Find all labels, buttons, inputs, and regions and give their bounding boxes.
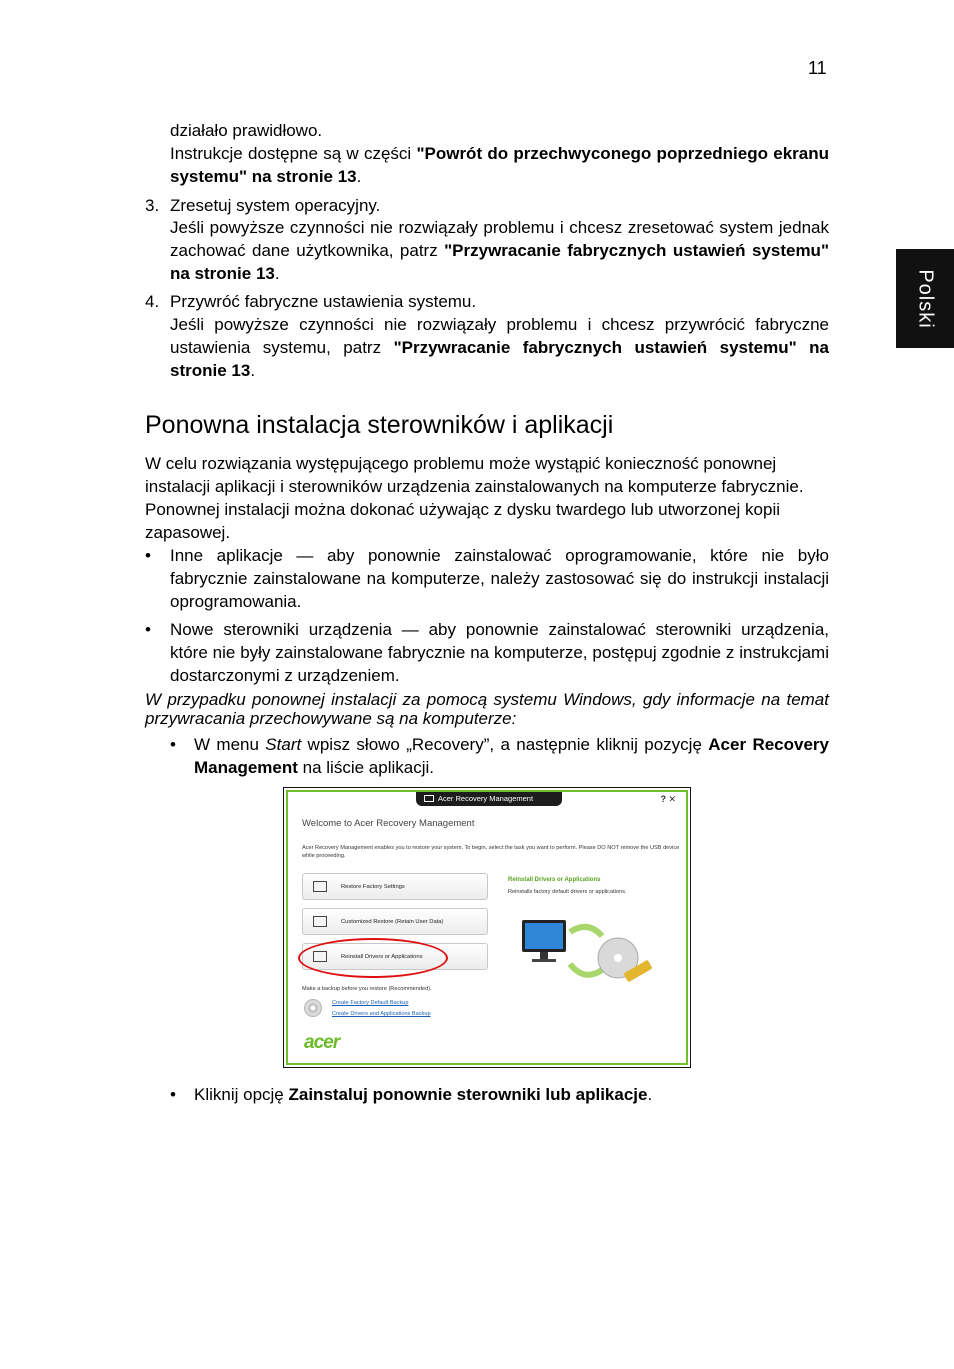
bullet-glyph: •	[145, 546, 151, 565]
step4-text: Jeśli powyższe czynności nie rozwiązały problemu i chcesz przywrócić fabryczne ustawienia systemu, patrz "Przywracanie fabrycznych ustawień systemu" na stronie 13.	[170, 315, 830, 380]
section-heading: Ponowna instalacja sterowników i aplikacji	[145, 411, 614, 439]
acer-recovery-management-name: Acer Recovery Management	[194, 735, 829, 777]
create-drivers-backup-link[interactable]: Create Drivers and Applications Backup	[332, 1011, 431, 1017]
bullet-other-apps: Inne aplikacje — aby ponownie zainstalować oprogramowanie, które nie było fabrycznie zainstalowane na komputerze, należy zastosować się do instrukcji instalacji oprogramowania.	[170, 546, 829, 611]
step2-reference: Instrukcje dostępne są w części "Powrót do przechwyconego poprzedniego ekranu systemu" na stronie 13.	[170, 144, 829, 186]
step4-reference-link: "Przywracanie fabrycznych ustawień systemu" na stronie 13	[170, 338, 830, 380]
window-controls[interactable]: ? ✕	[660, 794, 676, 804]
acer-logo: acer	[304, 1032, 340, 1053]
step3-reference-link: "Przywracanie fabrycznych ustawień systemu" na stronie 13	[170, 241, 830, 283]
welcome-intro: Acer Recovery Management enables you to restore your system. To begin, select the task you want to perform. Please DO NOT remove the USB device while proceeding.	[302, 845, 680, 859]
selected-option-description: Reinstalls factory default drivers or applications.	[508, 889, 627, 895]
window-titlebar	[288, 792, 686, 808]
recovery-screenshot	[283, 787, 691, 1068]
step3-text: Jeśli powyższe czynności nie rozwiązały problemu i chcesz zresetować system jednak zachować dane użytkownika, patrz "Przywracanie fabrycznych ustawień systemu" na stronie 13.	[170, 218, 830, 283]
welcome-heading: Welcome to Acer Recovery Management	[302, 818, 475, 829]
reinstall-option-name: Zainstaluj ponownie sterowniki lub aplikacje	[288, 1085, 648, 1104]
sub-bullet-start-menu: W menu Start wpisz słowo „Recovery”, a następnie kliknij pozycję Acer Recovery Management na liście aplikacji.	[194, 735, 829, 777]
step2-reference-link: "Powrót do przechwyconego poprzedniego ekranu systemu" na stronie 13	[170, 144, 829, 186]
reinstall-illustration	[518, 912, 658, 992]
bullet-glyph: •	[170, 1085, 176, 1104]
refresh-arrows-icon	[570, 927, 602, 975]
step2-continuation: działało prawidłowo.	[170, 121, 323, 140]
selected-option-title: Reinstall Drivers or Applications	[508, 877, 601, 883]
bullet-glyph: •	[170, 735, 176, 754]
reinstall-drivers-button[interactable]: Reinstall Drivers or Applications	[302, 943, 488, 970]
monitor-icon	[522, 920, 566, 962]
step4-title: Przywróć fabryczne ustawienia systemu.	[170, 292, 477, 311]
step3-number: 3.	[145, 196, 160, 215]
backup-disc-icon	[304, 999, 322, 1017]
language-tab-label: Polski	[914, 268, 937, 329]
bullet-glyph: •	[145, 620, 151, 639]
language-tab	[896, 249, 954, 348]
recovery-drive-icon	[424, 795, 434, 802]
section-intro: W celu rozwiązania występującego problemu może wystąpić konieczność ponownej instalacji aplikacji i sterowników urządzenia zainstalowanych na komputerze fabrycznie. Ponownej instalacji można dokonać używając z dysku twardego lub utworzonej kopii zapasowej.	[145, 454, 804, 542]
drive-icon	[313, 916, 327, 927]
page-number: 11	[808, 58, 827, 78]
bullet-new-drivers: Nowe sterowniki urządzenia — aby ponownie zainstalować sterowniki urządzenia, które nie były zainstalowane fabrycznie na komputerze, postępuj zgodnie z instrukcjami dostarczonymi z urządzeniem.	[170, 620, 829, 685]
restore-drive-icon	[313, 881, 327, 892]
create-factory-backup-link[interactable]: Create Factory Default Backup	[332, 1000, 409, 1006]
restore-factory-settings-button[interactable]: Restore Factory Settings	[302, 873, 488, 900]
highlight-ellipse	[298, 938, 448, 978]
sub-bullet-click-option: Kliknij opcję Zainstaluj ponownie sterowniki lub aplikacje.	[194, 1085, 653, 1104]
step3-title: Zresetuj system operacyjny.	[170, 196, 381, 215]
window-title: Acer Recovery Management	[416, 792, 562, 806]
backup-hint: Make a backup before you restore (Recommended).	[302, 986, 432, 992]
step4-number: 4.	[145, 292, 160, 311]
windows-note: W przypadku ponownej instalacji za pomocą systemu Windows, gdy informacje na temat przywracania przechowywane są na komputerze:	[145, 690, 829, 728]
customized-restore-button[interactable]: Customized Restore (Retain User Data)	[302, 908, 488, 935]
